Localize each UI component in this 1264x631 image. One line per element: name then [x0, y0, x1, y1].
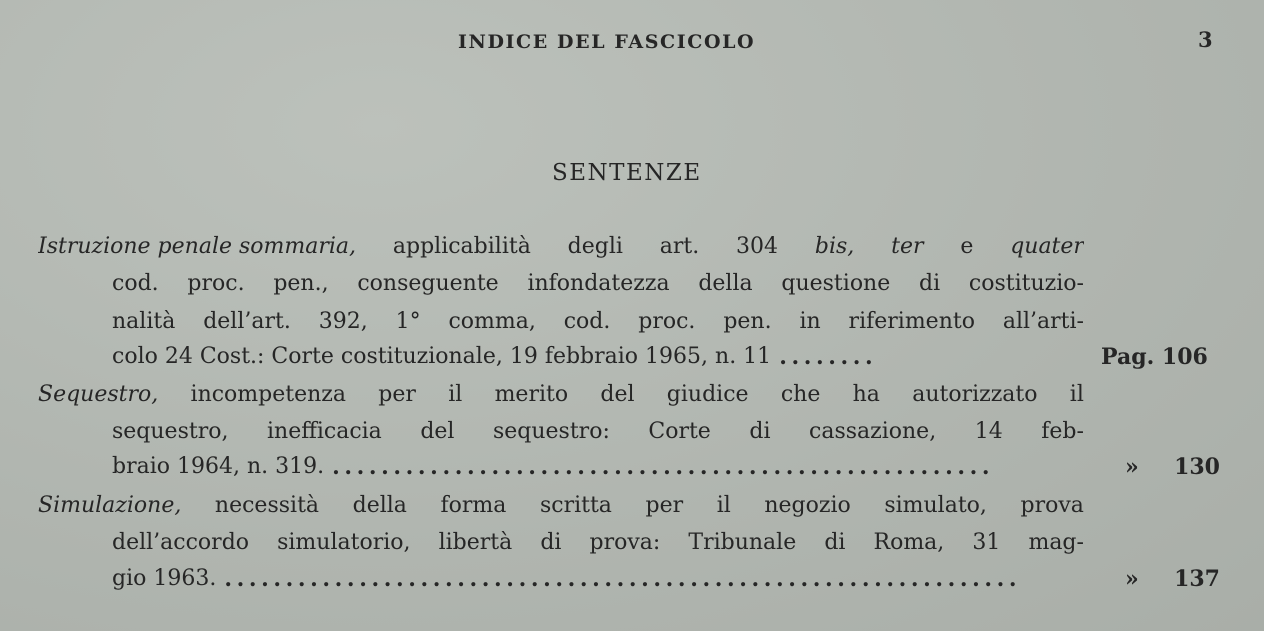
- entry-word: simulato,: [884, 493, 987, 518]
- page-number: 3: [1198, 27, 1213, 52]
- entry-word: feb-: [1041, 419, 1084, 444]
- entry-word: per: [645, 493, 684, 518]
- entry-word: sequestro,: [112, 419, 229, 444]
- entry-word: della: [352, 493, 407, 518]
- entry-word: 392,: [318, 309, 368, 334]
- entry-word: e: [960, 234, 974, 259]
- entry-word: all’arti-: [1002, 309, 1084, 334]
- entry-word: per: [378, 382, 416, 407]
- entry-word: Roma,: [873, 530, 945, 555]
- entry-word: proc.: [187, 271, 245, 296]
- entry-word: quater: [1010, 234, 1084, 259]
- entry-word: cod.: [563, 309, 611, 334]
- entry-word: dell’art.: [203, 309, 291, 334]
- entry-word: di: [540, 530, 562, 555]
- entry-word: 304: [736, 234, 779, 259]
- entry-word: art.: [659, 234, 700, 259]
- entry-word: costituzio-: [968, 271, 1084, 296]
- entry-word: negozio: [764, 493, 851, 518]
- entry-word: pen.: [723, 309, 772, 334]
- entry-word: incompetenza: [190, 382, 347, 407]
- running-title: INDICE DEL FASCICOLO: [458, 31, 756, 53]
- entry-line: [112, 306, 1084, 338]
- entry-word: infondatezza: [527, 271, 670, 296]
- entry-word: applicabilità: [392, 234, 531, 259]
- entry-word: sequestro:: [492, 419, 610, 444]
- entry-word: di: [919, 271, 941, 296]
- entry-word: ter: [891, 234, 924, 259]
- entry-line: [38, 490, 1084, 522]
- entry-word: di: [824, 530, 846, 555]
- entry-word: Corte: [648, 419, 711, 444]
- entry-word: bis,: [814, 234, 855, 259]
- entry-word: in: [799, 309, 821, 334]
- entry-heading: Sequestro,: [38, 382, 159, 407]
- entry-line: [112, 527, 1084, 559]
- dot-leader: .................................................................: [224, 566, 1022, 592]
- entry-word: scritta: [539, 493, 612, 518]
- entry-word: prova:: [589, 530, 661, 555]
- entry-word: cassazione,: [809, 419, 937, 444]
- entry-word: il: [716, 493, 731, 518]
- entry-word: forma: [440, 493, 507, 518]
- ditto-mark: »: [1125, 566, 1139, 592]
- dot-leader: ........: [779, 344, 878, 370]
- entry-word: del: [420, 419, 455, 444]
- entry-word: simulatorio,: [277, 530, 411, 555]
- entry-word: nalità: [112, 309, 176, 334]
- entry-word: degli: [567, 234, 623, 259]
- entry-line: [112, 451, 1084, 483]
- entry-word: il: [448, 382, 463, 407]
- entry-word: comma,: [448, 309, 536, 334]
- entry-word: 14: [974, 419, 1003, 444]
- entry-line: [112, 416, 1084, 448]
- entry-word: il: [1069, 382, 1084, 407]
- entry-word: ha: [852, 382, 880, 407]
- page-value: 137: [1174, 566, 1220, 592]
- entry-word: inefficacia: [266, 419, 382, 444]
- entry-word: merito: [494, 382, 569, 407]
- entry-word: libertà: [438, 530, 513, 555]
- entry-word: mag-: [1028, 530, 1084, 555]
- entry-line: [38, 231, 1084, 263]
- dot-leader: ......................................................: [332, 454, 995, 480]
- entry-heading: Simulazione,: [38, 493, 182, 518]
- entry-word: dell’accordo: [112, 530, 250, 555]
- entry-word: che: [780, 382, 821, 407]
- ditto-mark: »: [1125, 454, 1139, 480]
- entry-line: [112, 341, 1084, 373]
- page-label: Pag.: [1101, 344, 1155, 370]
- entry-word: prova: [1020, 493, 1084, 518]
- entry-word: riferimento: [848, 309, 975, 334]
- entry-word: conseguente: [357, 271, 499, 296]
- entry-line: [38, 379, 1084, 411]
- entry-word: 31: [972, 530, 1001, 555]
- entry-heading: Istruzione penale sommaria,: [38, 234, 357, 259]
- entry-word: Tribunale: [688, 530, 797, 555]
- page-value: 106: [1161, 344, 1208, 370]
- entry-text: colo 24 Cost.: Corte costituzionale, 19 febbraio 1965, n. 11: [112, 344, 772, 369]
- page-value: 130: [1174, 454, 1220, 480]
- entry-word: di: [749, 419, 771, 444]
- entry-line: [112, 563, 1084, 595]
- entry-word: proc.: [638, 309, 696, 334]
- entry-text: gio 1963.: [112, 566, 217, 591]
- entry-word: 1°: [395, 309, 421, 334]
- entry-text: braio 1964, n. 319.: [112, 454, 325, 479]
- entry-word: della: [698, 271, 753, 296]
- entry-word: necessità: [214, 493, 320, 518]
- section-title: SENTENZE: [552, 160, 702, 186]
- page-reference: [1101, 341, 1208, 373]
- entry-word: cod.: [112, 271, 159, 296]
- entry-word: giudice: [666, 382, 749, 407]
- entry-line: [112, 268, 1084, 300]
- entry-word: del: [600, 382, 635, 407]
- entry-word: pen.,: [273, 271, 329, 296]
- entry-word: autorizzato: [912, 382, 1038, 407]
- entry-word: questione: [781, 271, 891, 296]
